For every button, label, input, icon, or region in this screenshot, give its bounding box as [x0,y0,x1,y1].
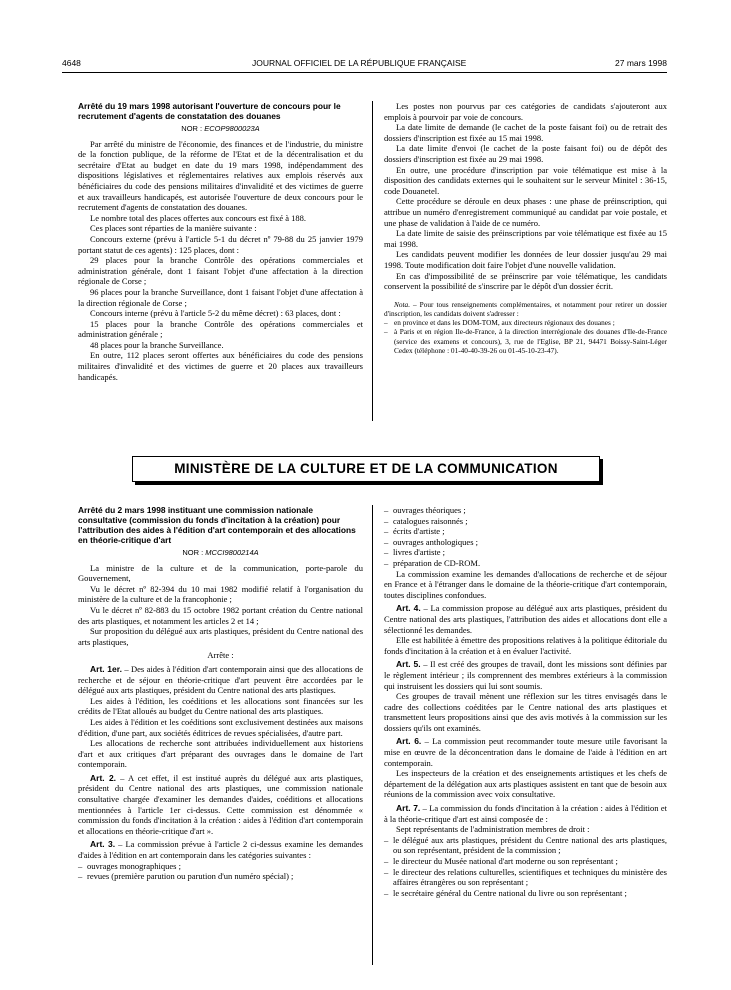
note-item: – à Paris et en région Ile-de-France, à la direction interrégionale des douanes d'Ile-de-France (service des examens et concours), 3, rue de l'Eglise, BP 21, 94471 Boissy-Saint-Léger Cedex (téléphone : 01-40-40-39-26 ou 01-45-10-23-47). [384,327,667,355]
arrete2-nor-code: MCCI9800214A [205,548,259,557]
paragraph: La date limite d'envoi (le cachet de la poste faisant foi) ou de dépôt des dossiers d'inscription est fixée au 29 mai 1998. [384,143,667,164]
arrete1-left-column [78,101,363,382]
article-2: Art. 2. – A cet effet, il est institué auprès du délégué aux arts plastiques, président du Centre national des arts plastiques, une commission nationale consultative chargée d'examiner les demandes d'aides, coéditions et allocations mentionnées à l'article 1er ci-dessus. Cette commission est dénommée « commission du fonds d'incitation à la création : aides à l'édition d'art contemporain et allocations en théorie-critique d'art ». [78,772,363,836]
note-item: – en province et dans les DOM-TOM, aux directeurs régionaux des douanes ; [384,318,667,327]
running-header [62,58,667,70]
arrete1-right-column [384,101,667,355]
list-item: – revues (première parution ou parution d'un numéro spécial) ; [78,871,363,882]
list-item: – le secrétaire général du Centre national du livre ou son représentant ; [384,888,667,899]
paragraph: Les inspecteurs de la création et des enseignements artistiques et les chefs de département de la délégation aux arts plastiques assistent en tant que de besoin aux réunions de la commission avec voix consultative. [384,768,667,800]
column-divider [372,101,373,421]
paragraph: Les postes non pourvus par ces catégories de candidats s'ajouteront aux emplois à pourvoir par voie de concours. [384,101,667,122]
preamble: La ministre de la culture et de la communication, porte-parole du Gouvernement, [78,562,363,584]
paragraph: Les allocations de recherche sont attribuées individuellement aux historiens d'art et aux critiques d'art préparant des ouvrages dans le domaine de l'art contemporain. [78,738,363,770]
paragraph: Les aides à l'édition, les coéditions et les allocations sont financées sur les crédits de l'Etat alloués au budget du Centre national des arts plastiques. [78,695,363,717]
list-item: – ouvrages théoriques ; [384,505,667,516]
list-item: – catalogues raisonnés ; [384,516,667,527]
note-intro: – Pour tous renseignements complémentaires, et notamment pour retirer un dossier d'inscription, les candidats doivent s'adresser : [384,299,667,318]
arrete2-right-column [384,505,667,898]
article-3: Art. 3. – La commission prévue à l'article 2 ci-dessus examine les demandes d'aides à l'édition en art contemporain dans les catégories suivantes : [78,839,363,861]
list-item: – livres d'artiste ; [384,547,667,558]
paragraph: Les candidats peuvent modifier les données de leur dossier jusqu'au 29 mai 1998. Toute modification doit faire l'objet d'une nouvelle validation. [384,249,667,270]
preamble: Vu le décret nº 82-883 du 15 octobre 1982 portant création du Centre national des arts plastiques, et notamment les articles 2 et 14 ; [78,604,363,626]
article-label: Art. 2. [90,772,117,783]
paragraph: Les aides à l'édition et les coéditions sont exclusivement destinées aux maisons d'édition, d'une part, aux sociétés éditrices de revues spécialisées, d'autre part. [78,716,363,738]
article-label: Art. 7. [396,803,421,814]
paragraph: La commission examine les demandes d'allocations de recherche et de séjour en France et à l'étranger dans le domaine de la théorie-critique d'art contemporain, toutes disciplines confondues. [384,568,667,600]
paragraph: Cette procédure se déroule en deux phases : une phase de préinscription, qui attribue un numéro d'enregistrement communiqué au candidat par voie postale, et une phase de validation à l'aide de ce numéro. [384,196,667,228]
article-label: Art. 4. [396,603,421,614]
arrete1-nor-code: ECOP9800023A [204,124,260,133]
list-item: – ouvrages monographiques ; [78,861,363,872]
arrete-word: Arrête : [207,650,234,661]
article-label: Art. 3. [90,839,116,850]
arrete1-nor: NOR : ECOP9800023A [181,124,260,133]
paragraph: En cas d'impossibilité de se préinscrire par voie télématique, les candidats conservent la possibilité de s'inscrire par le dépôt d'un dossier écrit. [384,270,667,292]
paragraph: La date limite de saisie des préinscriptions par voie télématique est fixée au 15 mai 1998. [384,228,667,249]
list-item: – le directeur des relations culturelles, scientifiques et techniques du ministère des affaires étrangères ou son représentant ; [384,867,667,888]
arrete2-left-column [78,505,363,882]
journal-title: JOURNAL OFFICIEL DE LA RÉPUBLIQUE FRANÇAISE [252,58,467,68]
list-item: – ouvrages anthologiques ; [384,537,667,548]
list-item: – le délégué aux arts plastiques, président du Centre national des arts plastiques, ou son représentant, président de la commission ; [384,835,667,856]
page-number: 4648 [62,58,81,68]
article-1: Art. 1er. – Des aides à l'édition d'art contemporain ainsi que des allocations de recherche et de séjour en théorie-critique d'art peuvent être accordées par le délégué aux arts plastiques, président du Centre national des arts plastiques. [78,663,363,696]
paragraph: Sept représentants de l'administration membres de droit : [396,824,590,835]
arrete1-note [384,300,667,355]
paragraph: Par arrêté du ministre de l'économie, des finances et de l'industrie, du ministre de la fonction publique, de la réforme de l'Etat et de la décentralisation et du secrétaire d'Etat au budget en date du 19 mars 1998, indépendamment des dispositions législatives et réglementaires relatives aux emplois réservés aux bénéficiaires du code des pensions militaires d'invalidité et des victimes de guerre et aux travailleurs handicapés, est autorisée l'ouverture de deux concours pour le recrutement d'agents de constatation des douanes. [78,138,363,213]
article-6: Art. 6. – La commission peut recommander toute mesure utile favorisant la mise en œuvre de la déconcentration dans le domaine de l'aide à l'édition en art contemporain. [384,736,667,768]
arrete2-nor: NOR : MCCI9800214A [182,548,259,557]
column-divider [372,505,373,965]
ministry-banner: MINISTÈRE DE LA CULTURE ET DE LA COMMUNICATION [132,456,600,482]
article-5: Art. 5. – Il est créé des groupes de travail, dont les missions sont définies par le règlement intérieur ; ils comprennent des membres extérieurs à la commission qui instruisent les dossiers qui lui sont soumis. [384,659,667,691]
paragraph: 29 places pour la branche Contrôle des opérations commerciales et administration générale, dont 1 faisant l'objet d'une affectation à la direction régionale de Corse ; [78,255,363,287]
article-label: Art. 6. [396,736,422,747]
article-label: Art. 1er. [90,663,122,674]
paragraph: Concours externe (prévu à l'article 5-1 du décret nº 79-88 du 25 janvier 1979 portant statut de ces agents) : 125 places, dont : [78,233,363,255]
paragraph: Ces places sont réparties de la manière suivante : [90,223,257,234]
paragraph: En outre, une procédure d'inscription par voie télématique est mise à la disposition des candidats externes qui le souhaitent sur le serveur Minitel : 36-15, code Douanetel. [384,164,667,196]
paragraph: Concours interne (prévu à l'article 5-2 du même décret) : 63 places, dont : [90,308,341,319]
arrete1-title: Arrêté du 19 mars 1998 autorisant l'ouverture de concours pour le recrutement d'agents de constatation des douanes [78,101,341,121]
paragraph: Elle est habilitée à émettre des propositions relatives à la politique éditoriale du fonds d'incitation à la création et à en évaluer l'activité. [384,635,667,656]
paragraph: En outre, 112 places seront offertes aux bénéficiaires du code des pensions militaires d'invalidité et des victimes de guerre et 20 places aux travailleurs handicapés. [78,350,363,382]
note-label: Nota. [394,299,411,309]
paragraph: 96 places pour la branche Surveillance, dont 1 faisant l'objet d'une affectation à la direction régionale de Corse ; [78,286,363,308]
paragraph: La date limite de demande (le cachet de la poste faisant foi) ou de retrait des dossiers d'inscription est fixée au 15 mai 1998. [384,122,667,143]
list-item: – le directeur du Musée national d'art moderne ou son représentant ; [384,856,667,867]
paragraph: 15 places pour la branche Contrôle des opérations commerciales et administration générale ; [78,318,363,340]
preamble: Sur proposition du délégué aux arts plastiques, président du Centre national des arts plastiques, [78,626,363,647]
article-label: Art. 5. [396,659,421,670]
paragraph: Le nombre total des places offertes aux concours est fixé à 188. [90,212,307,223]
paragraph: Ces groupes de travail mènent une réflexion sur les titres envisagés dans le cadre des collections coéditées par le Centre national des arts plastiques et transmettent leurs propositions ainsi que des avis motivés à la commission sur les dossiers qu'ils ont examinés. [384,691,667,733]
article-7: Art. 7. – La commission du fonds d'incitation à la création : aides à l'édition et à la théorie-critique d'art est ainsi composée de : [384,803,667,824]
paragraph: 48 places pour la branche Surveillance. [90,339,224,350]
header-rule [62,72,667,73]
arrete2-title: Arrêté du 2 mars 1998 instituant une commission nationale consultative (commission du fonds d'incitation à la création) pour l'attribution des aides à l'édition d'art contemporain et des allocations en théorie-critique d'art [78,505,356,545]
list-item: – préparation de CD-ROM. [384,558,667,569]
preamble: Vu le décret nº 82-394 du 10 mai 1982 modifié relatif à l'organisation du ministère de la culture et de la francophonie ; [78,583,363,605]
issue-date: 27 mars 1998 [615,58,667,68]
article-4: Art. 4. – La commission propose au délégué aux arts plastiques, président du Centre national des arts plastiques, l'attribution des aides et allocations dont elle a sélectionné les demandes. [384,603,667,635]
list-item: – écrits d'artiste ; [384,526,667,537]
